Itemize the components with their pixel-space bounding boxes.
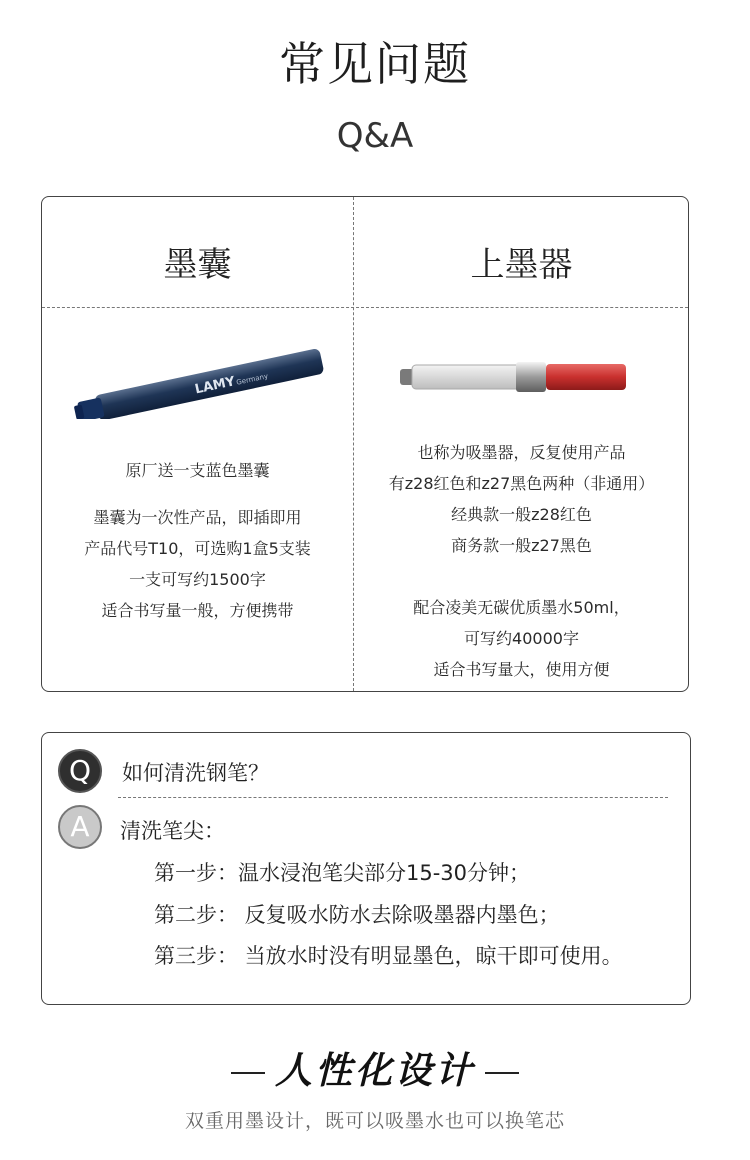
converter-image <box>400 357 628 397</box>
cleaning-step: 第二步： 反复吸水防水去除吸墨器内墨色； <box>154 903 560 927</box>
qa-answer-intro: 清洗笔尖： <box>120 819 225 843</box>
converter-line: 适合书写量大，使用方便 <box>433 660 610 679</box>
converter-description <box>353 437 690 685</box>
section-title-text: 人性化设计 <box>275 1049 475 1092</box>
ink-cartridge-image <box>72 349 332 419</box>
section-subtitle: 双重用墨设计，既可以吸墨水也可以换笔芯 <box>184 1110 565 1132</box>
cartridge-line: 一支可写约1500字 <box>129 570 266 589</box>
answer-badge-icon: A <box>58 805 102 849</box>
qa-question: 如何清洗钢笔？ <box>122 761 269 785</box>
qa-box <box>41 732 691 1005</box>
cartridge-brand-text: LAMY <box>193 374 237 398</box>
question-badge-icon: Q <box>58 749 102 793</box>
title-dash-right <box>485 1072 519 1074</box>
converter-line: 可写约40000字 <box>464 629 579 648</box>
cartridge-line: 墨囊为一次性产品，即插即用 <box>93 508 302 527</box>
converter-line: 有z28红色和z27黑色两种（非通用） <box>388 474 655 493</box>
converter-line: 商务款一般z27黑色 <box>451 536 592 555</box>
horizontal-divider <box>42 307 688 308</box>
cartridge-line: 原厂送一支蓝色墨囊 <box>125 461 270 480</box>
title-dash-left <box>231 1072 265 1074</box>
cartridge-description <box>42 455 353 626</box>
page-subtitle: Q&A <box>336 116 414 156</box>
converter-heading: 上墨器 <box>470 245 573 285</box>
cleaning-step: 第一步：温水浸泡笔尖部分15-30分钟； <box>154 861 531 885</box>
cartridge-heading: 墨囊 <box>163 245 232 285</box>
converter-line: 也称为吸墨器，反复使用产品 <box>417 443 626 462</box>
qa-divider <box>118 797 668 798</box>
page-title: 常见问题 <box>279 37 471 91</box>
cleaning-step: 第三步： 当放水时没有明显墨色，晾干即可使用。 <box>154 944 623 968</box>
cartridge-line: 产品代号T10，可选购1盒5支装 <box>84 539 311 558</box>
cartridge-brand-sub: Germany <box>235 372 269 387</box>
converter-line: 配合凌美无碳优质墨水50ml， <box>413 598 630 617</box>
comparison-table <box>41 196 689 692</box>
converter-line: 经典款一般z28红色 <box>451 505 592 524</box>
cartridge-line: 适合书写量一般，方便携带 <box>101 601 294 620</box>
section-title <box>0 1040 750 1094</box>
